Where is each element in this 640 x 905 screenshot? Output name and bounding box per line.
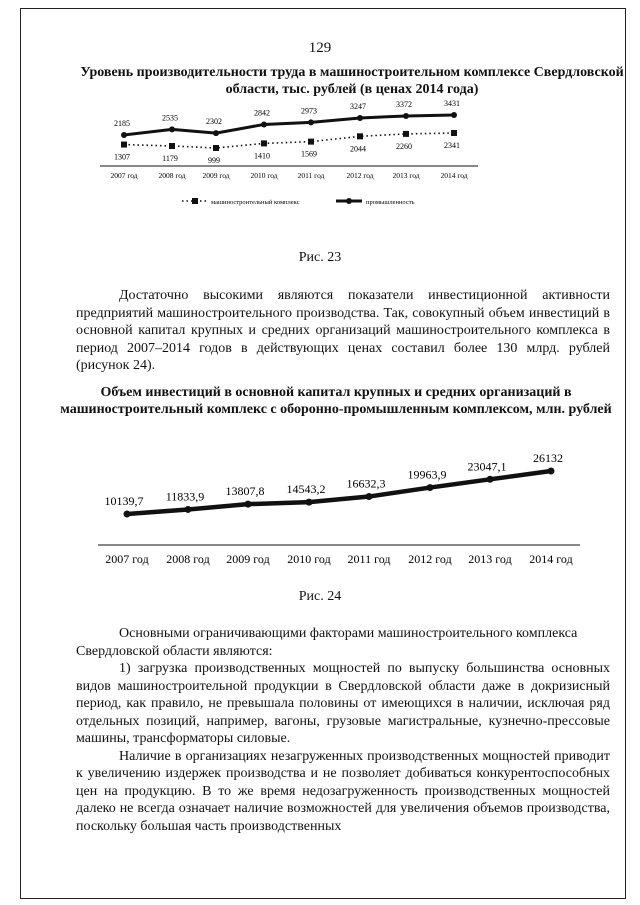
chart2-point	[366, 493, 373, 500]
chart1-industry-point	[261, 121, 267, 127]
chart2-data-label: 14543,2	[286, 482, 326, 497]
chart2-tick-label: 2014 год	[529, 552, 573, 566]
chart1-machine-point	[403, 131, 409, 137]
paragraph-factors-line1: Основными ограничивающими факторами машиностроительного комплекса	[119, 626, 578, 641]
chart1-tick-label: 2009 год	[202, 171, 230, 180]
chart2-tick-label: 2008 год	[166, 552, 210, 566]
chart1-machine-label: 2341	[444, 141, 460, 150]
page-number: 129	[308, 40, 332, 56]
chart1-industry-point	[213, 130, 219, 136]
chart1-industry-label: 2185	[114, 119, 130, 128]
chart1-tick-label: 2011 год	[297, 171, 325, 180]
chart1-machine-point	[261, 140, 267, 146]
chart1-industry-point	[403, 113, 409, 119]
paragraph-factor-1: 1) загрузка производственных мощностей по выпуску большинства основных видов машиностроительной продукции в Свердловской области даже в докризисный период, как правило, не превышала половины от имеющихся в наличии, исключая ряд отдельных позиций, например, вагоны, грузовые магистральные, кузнечно-прессовые машины, трансформаторы силовые.	[76, 661, 610, 746]
chart2-point	[185, 506, 192, 513]
chart2-tick-label: 2007 год	[105, 552, 149, 566]
chart1-machine-point	[308, 139, 314, 145]
chart1-industry-label: 2842	[254, 108, 270, 118]
paragraph-capacity: Наличие в организациях незагруженных производственных мощностей приводит к увеличению издержек производства и не позволяет добиваться конкурентоспособных цен на продукцию. В то же время недозагруженность производственных мощностей далеко не всегда означает наличие возможностей для увеличения объемов производства, поскольку большая часть производственных	[76, 748, 610, 834]
chart1-tick-label: 2008 год	[158, 171, 186, 180]
chart2-data-label: 13807,8	[225, 484, 265, 499]
chart2-tick-label: 2013 год	[468, 552, 512, 566]
chart1-caption: Рис. 23	[298, 250, 342, 265]
chart1-title: Уровень производительности труда в машиностроительном комплексе Свердловской области, тыс. рублей (в ценах 2014 года)	[80, 65, 624, 97]
chart2-tick-label: 2011 год	[347, 552, 391, 566]
chart1-legend-industry-label: промышленность	[366, 199, 415, 206]
chart1-machine-label: 1307	[114, 152, 130, 162]
chart1-industry-point	[451, 112, 457, 118]
chart2-tick-label: 2012 год	[408, 552, 452, 566]
chart1-industry-label: 2535	[162, 113, 178, 123]
chart1-industry-label: 3372	[396, 100, 412, 109]
chart2-data-label: 19963,9	[407, 467, 447, 482]
chart1-machine-label: 1569	[301, 149, 317, 159]
chart1-industry-label: 2302	[206, 117, 222, 127]
chart2-data-label: 26132	[533, 451, 563, 465]
chart2-point	[306, 499, 313, 506]
chart1-tick-label: 2010 год	[250, 171, 278, 180]
chart1-machine-point	[169, 143, 175, 149]
chart2-title: Объем инвестиций в основной капитал крупных и средних организаций в машиностроительный комплекс с оборонно-промышленным комплексом, млн. рублей	[60, 385, 612, 417]
chart1-industry-label: 2973	[301, 106, 317, 116]
chart1-machine-label: 2044	[350, 144, 366, 154]
chart1-industry-point	[357, 115, 363, 121]
chart1-machine-point	[121, 142, 127, 148]
chart1-industry-point	[121, 132, 127, 138]
chart1-machine-label: 1410	[254, 151, 270, 161]
chart1-machine-point	[451, 130, 457, 136]
chart1-legend-industry-marker	[346, 198, 352, 204]
paragraph-investment-text: Достаточно высокими являются показатели инвестиционной активности предприятий машиностроительного производства. Так, совокупный объем инвестиций в основной капитал крупных и средних организаций машиностроительного комплекса в период 2007–2014 годов в действующих ценах составил более 130 млрд. рублей (рисунок 24).	[76, 288, 610, 373]
chart2-caption: Рис. 24	[298, 589, 342, 604]
chart1-industry-point	[169, 126, 175, 132]
chart1-machine-label: 999	[208, 156, 220, 165]
chart1-tick-label: 2012 год	[346, 171, 374, 180]
paragraph-factors	[76, 625, 610, 835]
chart1-machine-point	[357, 133, 363, 139]
chart1-machine-point	[213, 145, 219, 151]
chart2-point	[427, 484, 434, 491]
chart2-point	[245, 501, 252, 508]
chart1-machine-label: 2260	[396, 141, 412, 151]
chart2-data-label: 23047,1	[467, 459, 507, 474]
chart1-legend-machine-label: машиностроительный комплекс	[211, 199, 300, 206]
chart1-industry-label: 3247	[350, 101, 366, 111]
chart2-investments	[0, 440, 640, 580]
chart2-data-label: 11833,9	[165, 489, 205, 504]
chart1-industry-point	[308, 119, 314, 125]
paragraph-investment	[76, 287, 610, 375]
chart1-machine-label: 1179	[162, 153, 178, 163]
chart1-tick-label: 2013 год	[392, 171, 420, 180]
chart1-tick-label: 2007 год	[110, 171, 138, 180]
chart1-tick-label: 2014 год	[440, 171, 468, 180]
chart2-point	[124, 511, 131, 518]
chart2-tick-label: 2010 год	[287, 552, 331, 566]
chart1-legend-machine-marker	[192, 198, 198, 204]
chart2-point	[487, 476, 494, 483]
chart2-tick-label: 2009 год	[226, 552, 270, 566]
chart1-productivity	[0, 100, 640, 220]
paragraph-factors-line2: Свердловской области являются:	[76, 643, 273, 659]
chart2-data-label: 10139,7	[104, 494, 144, 508]
chart2-data-label: 16632,3	[346, 476, 386, 491]
chart1-industry-label: 3431	[444, 100, 460, 108]
chart2-point	[548, 468, 555, 475]
